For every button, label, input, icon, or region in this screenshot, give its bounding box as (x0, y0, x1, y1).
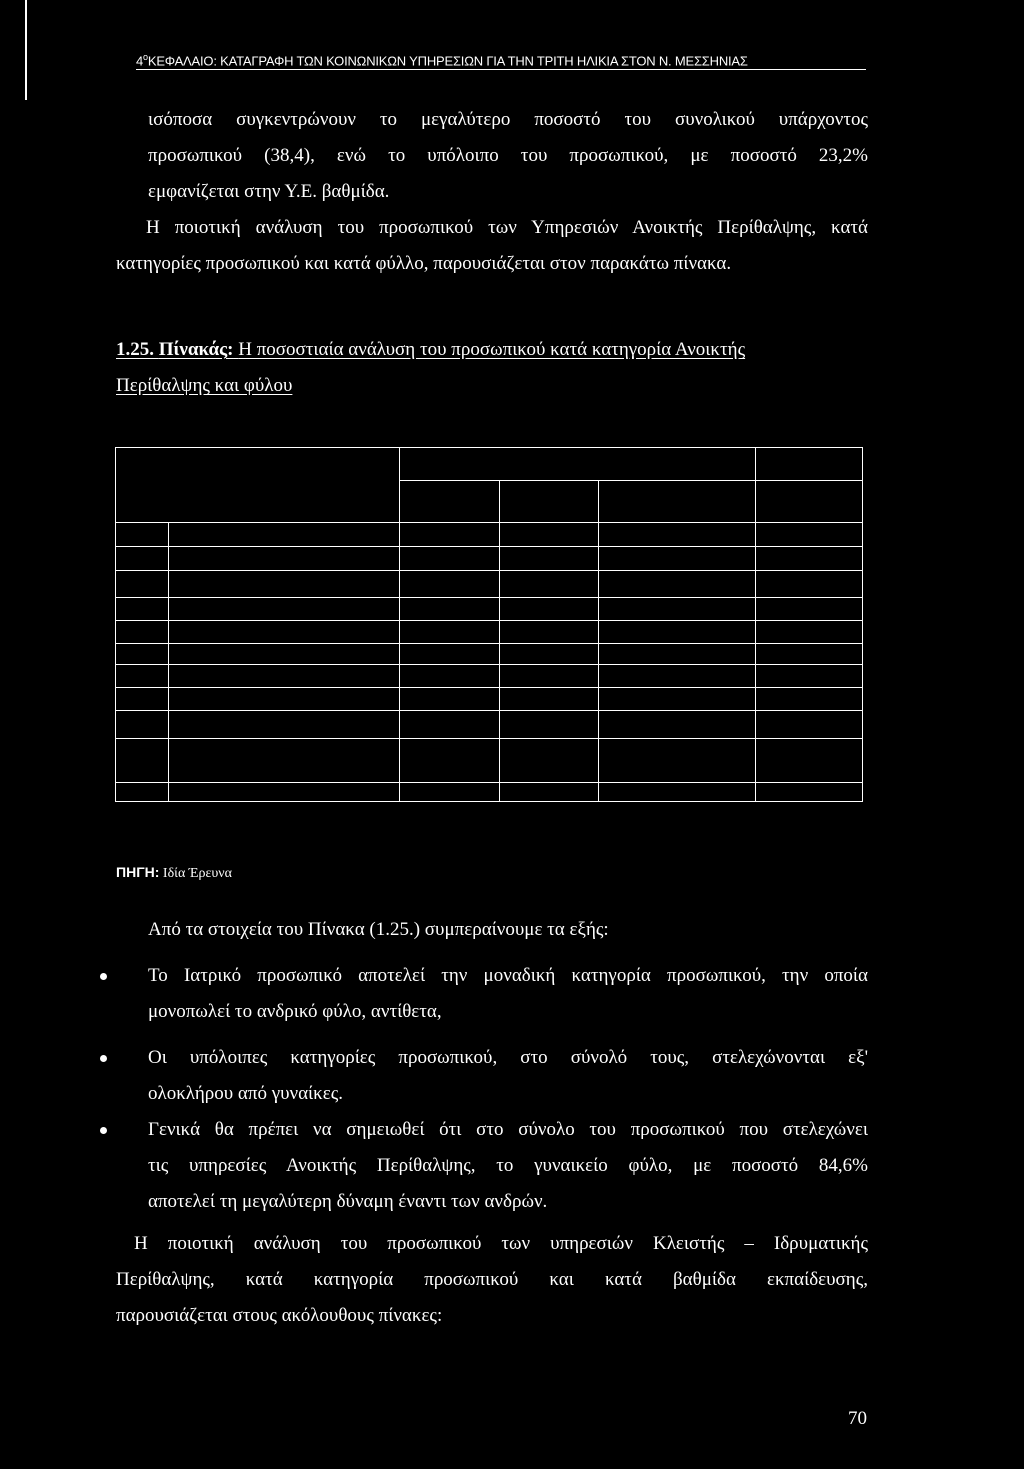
bullet-line: Το Ιατρικό προσωπικό αποτελεί την μοναδική κατηγορία προσωπικού, την οποία (148, 965, 868, 986)
intro-line: Η ποιοτική ανάλυση του προσωπικού των Υπηρεσιών Ανοικτής Περίθαλψης, κατά (146, 217, 868, 238)
margin-rule (25, 0, 27, 100)
bullet-line: τις υπηρεσίες Ανοικτής Περίθαλψης, το γυναικείο φύλο, με ποσοστό 84,6% (148, 1155, 868, 1176)
bullet-line: ολοκλήρου από γυναίκες. (148, 1083, 343, 1104)
table-col-divider (598, 480, 599, 801)
bullet-item (100, 1040, 868, 1112)
table-row-divider (116, 570, 862, 571)
source-label: ΠΗΓΗ: (116, 864, 160, 880)
running-header (136, 52, 866, 70)
bullet-dot-icon (100, 1055, 107, 1062)
table-row-divider (116, 782, 862, 783)
table-title-line1: Η ποσοστιαία ανάλυση του προσωπικού κατά κατηγορία Ανοικτής (238, 339, 746, 360)
closing-line: Περίθαλψης, κατά κατηγορία προσωπικού και κατά βαθμίδα εκπαίδευσης, (116, 1269, 868, 1290)
table-row-divider (116, 664, 862, 665)
chapter-title: ΚΕΦΑΛΑΙΟ: ΚΑΤΑΓΡΑΦΗ ΤΩΝ ΚΟΙΝΩΝΙΚΩΝ ΥΠΗΡΕΣΙΩΝ ΓΙΑ ΤΗΝ ΤΡΙΤΗ ΗΛΙΚΙΑ ΣΤΟΝ Ν. ΜΕΣΣΗΝΙΑΣ (147, 53, 748, 69)
conclusion-intro (148, 912, 868, 948)
table-caption-line-1 (116, 332, 876, 368)
table-source (116, 864, 232, 882)
table-caption (116, 332, 876, 404)
bullet-dot-icon (100, 1127, 107, 1134)
table-col-divider (755, 448, 756, 801)
intro-line: ισόποσα συγκεντρώνουν το μεγαλύτερο ποσοστό του συνολικού υπάρχοντος (148, 109, 868, 130)
table-row-divider (116, 738, 862, 739)
chapter-number: 4 (136, 53, 144, 69)
table-row-divider (116, 620, 862, 621)
page-number: 70 (848, 1408, 867, 1429)
bullet-item (100, 1112, 868, 1220)
bullet-line: Οι υπόλοιπες κατηγορίες προσωπικού, στο σύνολό τους, στελεχώνονται εξ' (148, 1047, 868, 1068)
conclusion-bullet-list (100, 958, 868, 1220)
table-row-divider (116, 597, 862, 598)
closing-paragraph (116, 1226, 868, 1334)
bullet-line: αποτελεί τη μεγαλύτερη δύναμη έναντι των ανδρών. (148, 1191, 548, 1212)
closing-line: Η ποιοτική ανάλυση του προσωπικού των υπηρεσιών Κλειστής – Ιδρυματικής (134, 1233, 868, 1254)
bullet-item (100, 958, 868, 1030)
table-number: 1.25. (116, 339, 154, 360)
bullet-line: Γενικά θα πρέπει να σημειωθεί ότι στο σύνολο του προσωπικού που στελεχώνει (148, 1119, 868, 1140)
table-row-divider (116, 522, 862, 523)
table-row-divider (116, 643, 862, 644)
bullet-dot-icon (100, 973, 107, 980)
closing-line: παρουσιάζεται στους ακόλουθους πίνακες: (116, 1305, 443, 1326)
bullet-line: μονοπωλεί το ανδρικό φύλο, αντίθετα, (148, 1001, 442, 1022)
intro-line: προσωπικού (38,4), ενώ το υπόλοιπο του προσωπικού, με ποσοστό 23,2% (148, 145, 868, 166)
table-row-divider (116, 546, 862, 547)
table-row-divider (116, 710, 862, 711)
chapter-ordinal: ο (143, 52, 148, 62)
table-col-divider (399, 448, 400, 801)
intro-line: εμφανίζεται στην Υ.Ε. βαθμίδα. (148, 181, 390, 202)
conclusion-intro-text: Από τα στοιχεία του Πίνακα (1.25.) συμπεραίνουμε τα εξής: (148, 919, 609, 940)
table-label: Πίνακάς: (158, 339, 234, 360)
table-row-divider (116, 687, 862, 688)
intro-paragraph (116, 102, 868, 282)
table-title-line2: Περίθαλψης και φύλου (116, 375, 293, 396)
table-col-divider (499, 480, 500, 801)
source-text: Ιδία Έρευνα (162, 866, 232, 881)
table-row-divider (399, 480, 862, 481)
data-table-grid (115, 447, 863, 802)
intro-line: κατηγορίες προσωπικού και κατά φύλλο, παρουσιάζεται στον παρακάτω πίνακα. (116, 253, 732, 274)
table-col-divider (168, 522, 169, 801)
